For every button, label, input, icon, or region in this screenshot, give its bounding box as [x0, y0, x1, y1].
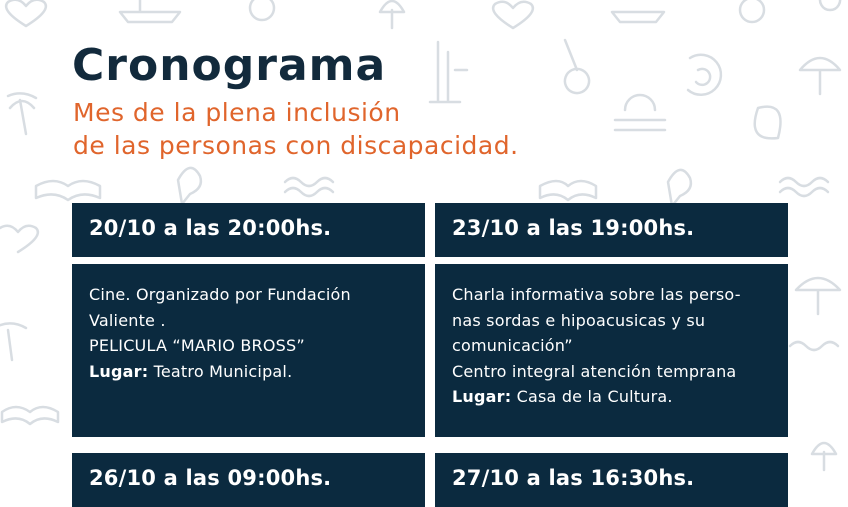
event-1-details — [72, 264, 425, 437]
event-2-line-2: nas sordas e hipoacusicas y su — [452, 310, 706, 330]
event-1-place — [89, 359, 411, 385]
subtitle-line-1: Mes de la plena inclusión — [73, 98, 401, 127]
event-4-date-header: 27/10 a las 16:30hs. — [435, 453, 788, 507]
page-title: Cronograma — [72, 40, 387, 91]
event-2-place-label: Lugar: — [452, 387, 512, 406]
event-1-line-1: Cine. Organizado por Fundación — [89, 285, 351, 304]
event-1-place-value: Teatro Municipal. — [153, 361, 293, 381]
event-1-date-header: 20/10 a las 20:00hs. — [72, 203, 425, 257]
event-2-place-value: Casa de la Cultura. — [516, 387, 673, 406]
event-2-line-3: comunicación” — [452, 336, 573, 355]
event-2-place — [452, 384, 774, 410]
event-1-line-3: PELICULA “MARIO BROSS” — [89, 336, 305, 355]
event-3-date-header: 26/10 a las 09:00hs. — [72, 453, 425, 507]
event-2-date-header: 23/10 a las 19:00hs. — [435, 203, 788, 257]
page-subtitle — [73, 96, 519, 162]
event-1-line-2: Valiente . — [89, 310, 166, 330]
event-2-details — [435, 264, 788, 437]
event-1-place-label: Lugar: — [89, 361, 149, 381]
subtitle-line-2: de las personas con discapacidad. — [73, 131, 519, 160]
event-2-line-1: Charla informativa sobre las perso- — [452, 285, 741, 304]
event-2-line-4: Centro integral atención temprana — [452, 361, 737, 381]
